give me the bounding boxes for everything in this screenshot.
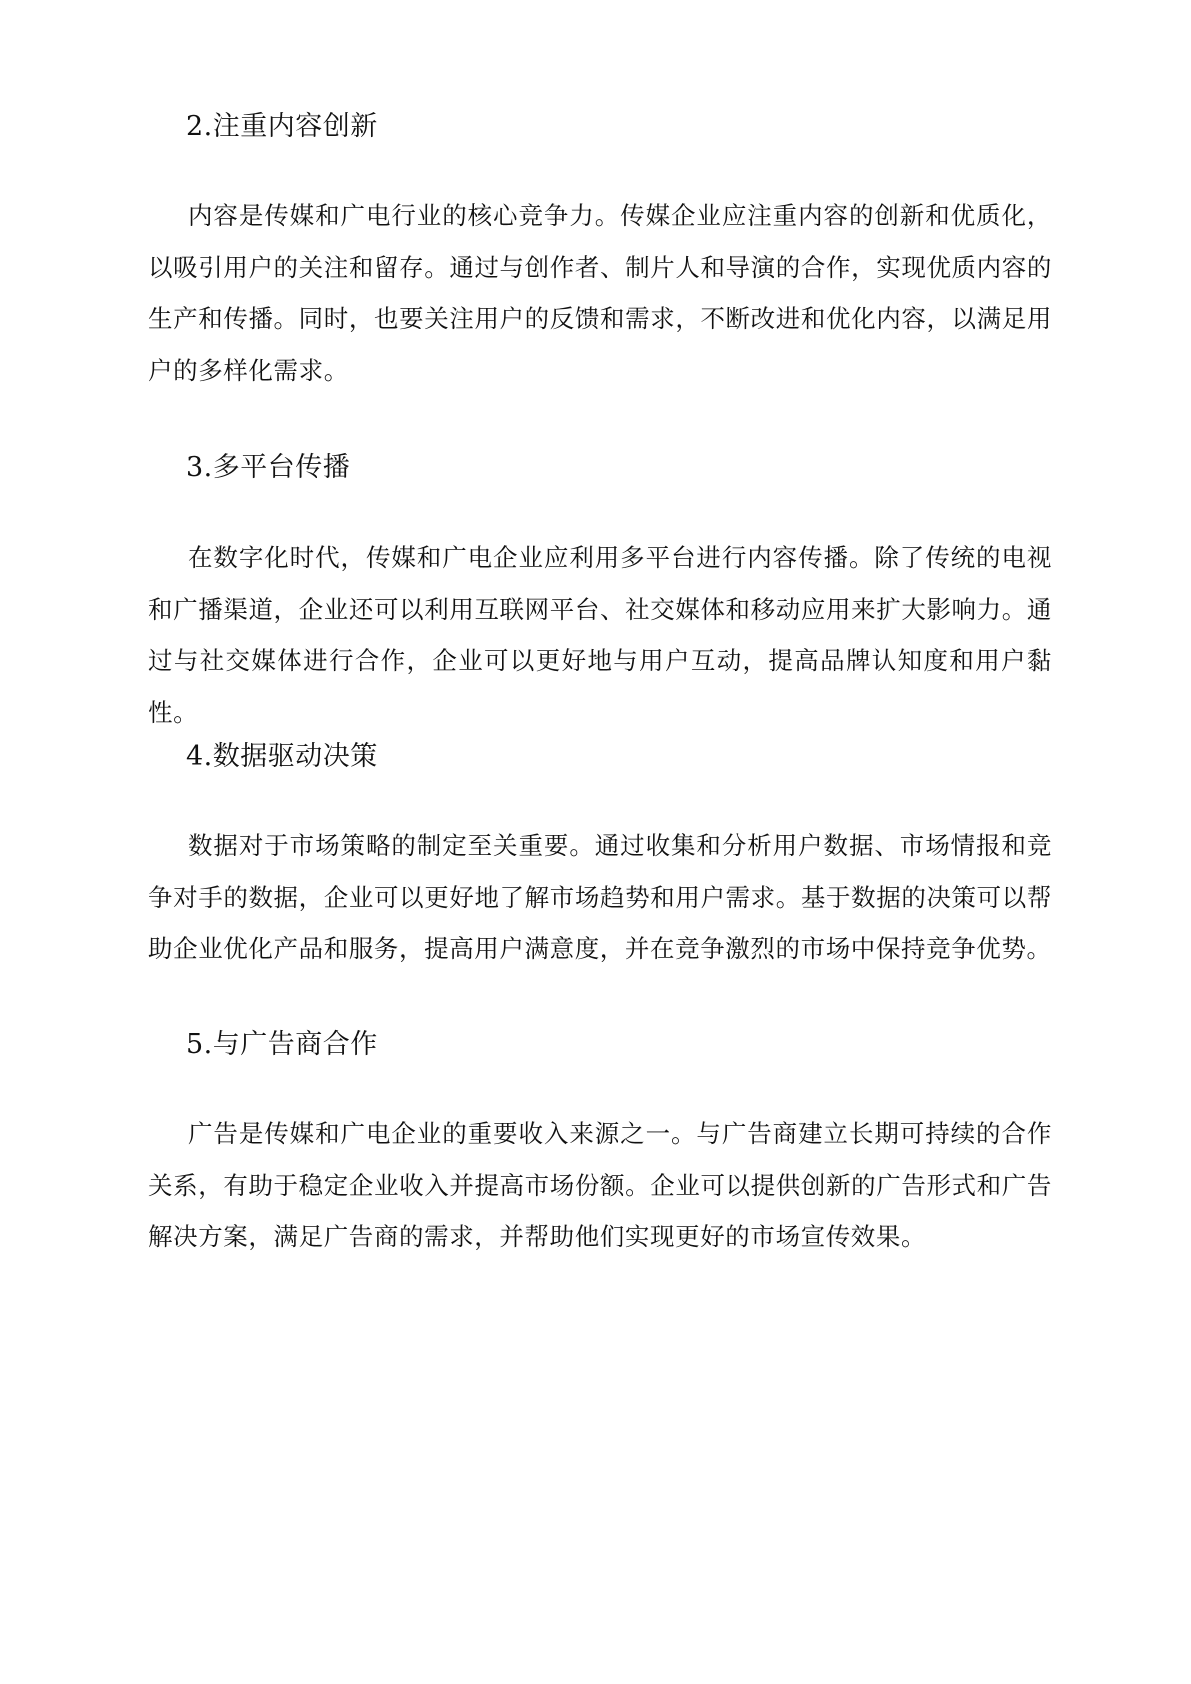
section-paragraph-multi-platform: 在数字化时代，传媒和广电企业应利用多平台进行内容传播。除了传统的电视和广播渠道，企业还可以利用互联网平台、社交媒体和移动应用来扩大影响力。通过与社交媒体进行合作，企业可以更好地与用户互动，提高品牌认知度和用户黏性。: [148, 543, 1052, 727]
section-paragraph-content-innovation: 内容是传媒和广电行业的核心竞争力。传媒企业应注重内容的创新和优质化，以吸引用户的关注和留存。通过与创作者、制片人和导演的合作，实现优质内容的生产和传播。同时，也要关注用户的反馈和需求，不断改进和优化内容，以满足用户的多样化需求。: [148, 201, 1052, 385]
section-heading-content-innovation: 2.注重内容创新: [186, 111, 378, 142]
section-paragraph-data-driven: 数据对于市场策略的制定至关重要。通过收集和分析用户数据、市场情报和竞争对手的数据，企业可以更好地了解市场趋势和用户需求。基于数据的决策可以帮助企业优化产品和服务，提高用户满意度，并在竞争激烈的市场中保持竞争优势。: [148, 831, 1052, 963]
section-paragraph-advertiser-cooperation: 广告是传媒和广电企业的重要收入来源之一。与广告商建立长期可持续的合作关系，有助于稳定企业收入并提高市场份额。企业可以提供创新的广告形式和广告解决方案，满足广告商的需求，并帮助他们实现更好的市场宣传效果。: [148, 1119, 1052, 1251]
section-heading-data-driven: 4.数据驱动决策: [186, 741, 378, 772]
section-heading-multi-platform: 3.多平台传播: [186, 452, 351, 483]
section-heading-advertiser-cooperation: 5.与广告商合作: [186, 1029, 378, 1060]
